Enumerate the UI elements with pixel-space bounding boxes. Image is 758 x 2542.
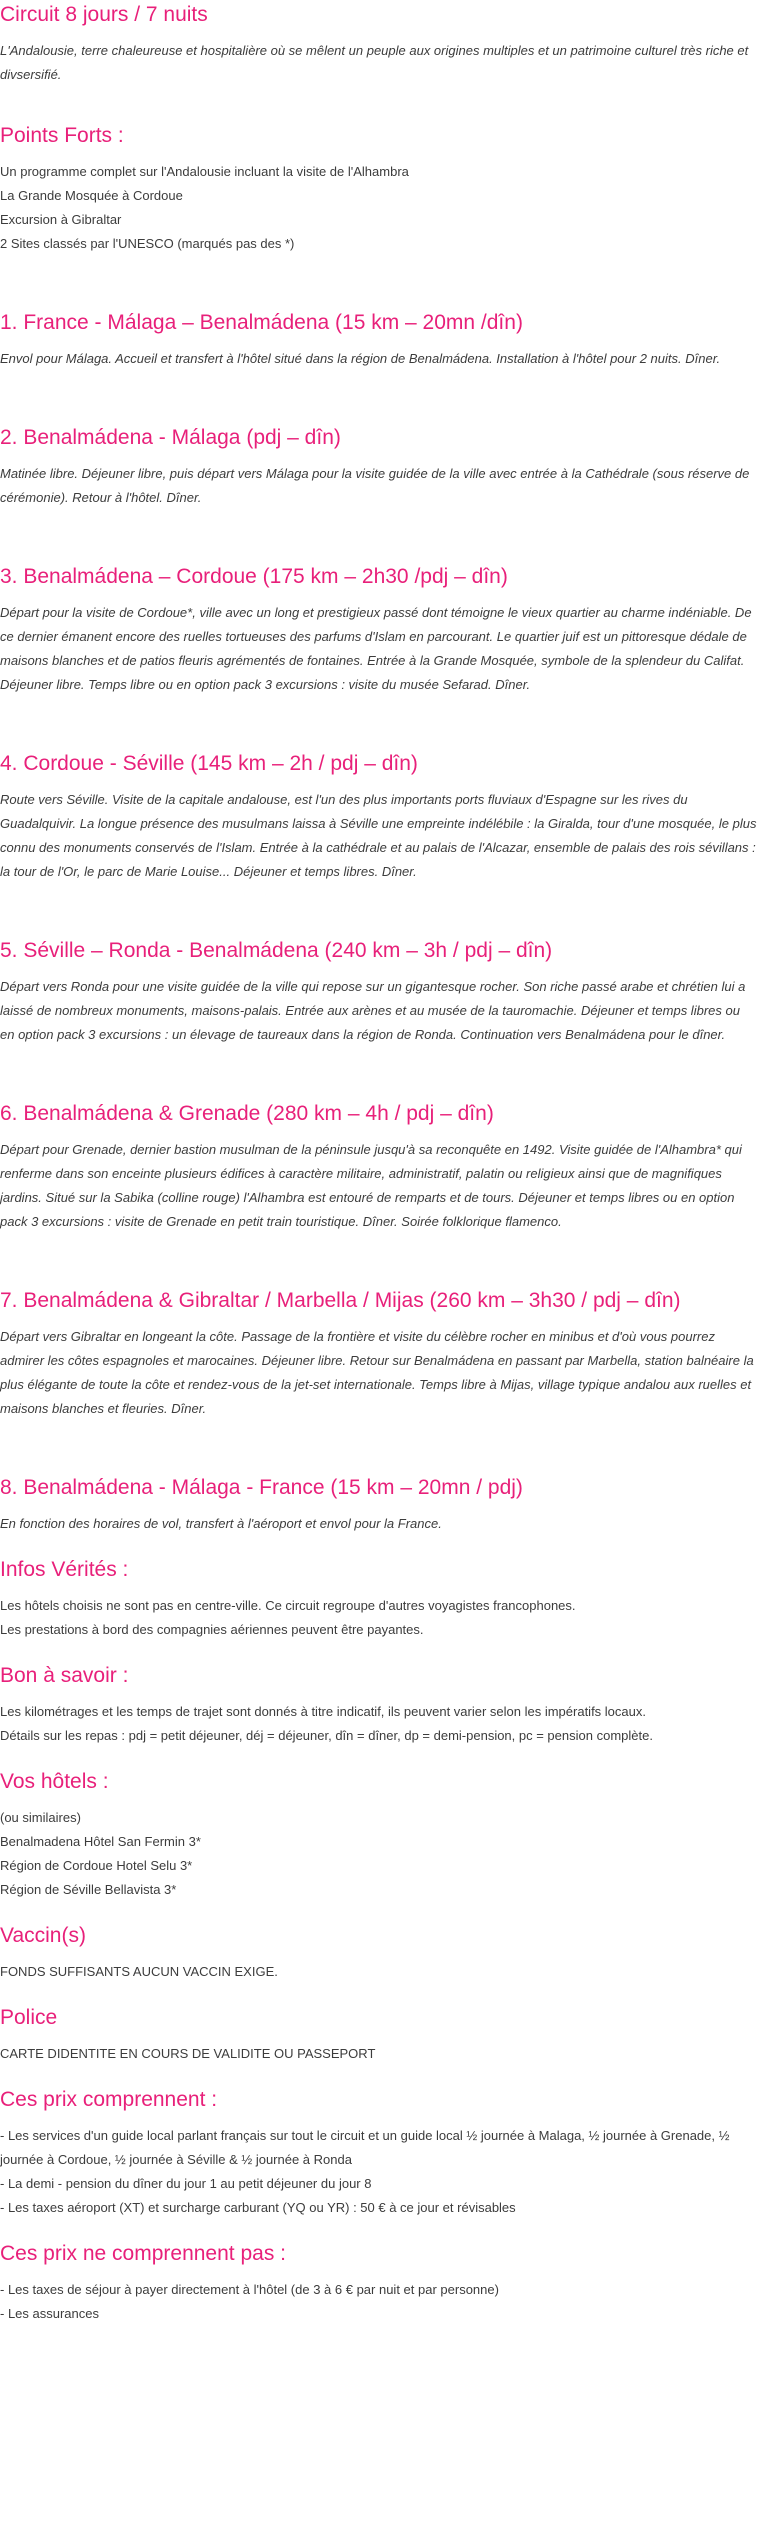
hotels-line: (ou similaires) xyxy=(0,1810,81,1825)
day-8-title: 8. Benalmádena - Málaga - France (15 km – 20mn / pdj) xyxy=(0,1476,523,1499)
day-2-title: 2. Benalmádena - Málaga (pdj – dîn) xyxy=(0,426,341,449)
day-4-text: Route vers Séville. Visite de la capitale andalouse, est l'un des plus importants ports fluviaux d'Espagne sur les rives du Guadalquivir. La longue présence des musulmans laissa à Séville une empreinte indélébile : la Giralda, tour d'une mosquée, le plus connu des monuments conservés de l'Islam. Entrée à la cathédrale et au palais de l'Alcazar, ensemble de palais des rois sévillans : la tour de l'Or, le parc de Marie Louise... Déjeuner et temps libres. Dîner. xyxy=(0,792,757,879)
day-3-title: 3. Benalmádena – Cordoue (175 km – 2h30 /pdj – dîn) xyxy=(0,565,508,588)
bon-a-savoir-heading: Bon à savoir : xyxy=(0,1664,129,1687)
comprennent-heading: Ces prix comprennent : xyxy=(0,2088,218,2111)
comprennent-block xyxy=(0,2124,758,2220)
ne-comprennent-line: - Les taxes de séjour à payer directement à l'hôtel (de 3 à 6 € par nuit et par personne) xyxy=(0,2282,499,2297)
hotels-line: Région de Séville Bellavista 3* xyxy=(0,1882,177,1897)
infos-verites-line: Les hôtels choisis ne sont pas en centre-ville. Ce circuit regroupe d'autres voyagistes francophones. xyxy=(0,1598,576,1613)
day-1-text: Envol pour Málaga. Accueil et transfert à l'hôtel situé dans la région de Benalmádena. Installation à l'hôtel pour 2 nuits. Dîner. xyxy=(0,351,721,366)
circuit-title: Circuit 8 jours / 7 nuits xyxy=(0,3,208,26)
day-1-title: 1. France - Málaga – Benalmádena (15 km – 20mn /dîn) xyxy=(0,311,523,334)
hotels-heading: Vos hôtels : xyxy=(0,1770,109,1793)
points-forts-item: 2 Sites classés par l'UNESCO (marqués pas des *) xyxy=(0,236,295,251)
vaccins-heading: Vaccin(s) xyxy=(0,1924,86,1947)
bon-a-savoir-line: Détails sur les repas : pdj = petit déjeuner, déj = déjeuner, dîn = dîner, dp = demi-pension, pc = pension complète. xyxy=(0,1728,653,1743)
ne-comprennent-block xyxy=(0,2278,758,2326)
hotels-line: Benalmadena Hôtel San Fermin 3* xyxy=(0,1834,201,1849)
day-8-text: En fonction des horaires de vol, transfert à l'aéroport et envol pour la France. xyxy=(0,1516,442,1531)
day-6-title: 6. Benalmádena & Grenade (280 km – 4h / pdj – dîn) xyxy=(0,1102,494,1125)
day-2-text: Matinée libre. Déjeuner libre, puis départ vers Málaga pour la visite guidée de la ville avec entrée à la Cathédrale (sous réserve de cérémonie). Retour à l'hôtel. Dîner. xyxy=(0,466,750,505)
police-text: CARTE DIDENTITE EN COURS DE VALIDITE OU PASSEPORT xyxy=(0,2046,376,2061)
comprennent-line: - Les services d'un guide local parlant français sur tout le circuit et un guide local ½ journée à Malaga, ½ journée à Grenade, ½ journée à Cordoue, ½ journée à Séville & ½ journée à Ronda xyxy=(0,2128,730,2167)
hotels-line: Région de Cordoue Hotel Selu 3* xyxy=(0,1858,193,1873)
ne-comprennent-heading: Ces prix ne comprennent pas : xyxy=(0,2242,286,2265)
police-heading: Police xyxy=(0,2006,58,2029)
day-3-text: Départ pour la visite de Cordoue*, ville avec un long et prestigieux passé dont témoigne le vieux quartier au charme indéniable. De ce dernier émanent encore des ruelles tortueuses des parfums d'Islam en parcourant. Le quartier juif est un pittoresque dédale de maisons blanches et de patios fleuris agrémentés de fontaines. Entrée à la Grande Mosquée, symbole de la splendeur du Califat. Déjeuner libre. Temps libre ou en option pack 3 excursions : visite du musée Sefarad. Dîner. xyxy=(0,605,752,692)
day-4-title: 4. Cordoue - Séville (145 km – 2h / pdj – dîn) xyxy=(0,752,418,775)
circuit-intro: L'Andalousie, terre chaleureuse et hospitalière où se mêlent un peuple aux origines multiples et un patrimoine culturel très riche et divsersifié. xyxy=(0,43,749,82)
comprennent-line: - La demi - pension du dîner du jour 1 au petit déjeuner du jour 8 xyxy=(0,2176,372,2191)
comprennent-line: - Les taxes aéroport (XT) et surcharge carburant (YQ ou YR) : 50 € à ce jour et révisables xyxy=(0,2200,516,2215)
points-forts-item: Excursion à Gibraltar xyxy=(0,212,122,227)
points-forts-item: La Grande Mosquée à Cordoue xyxy=(0,188,183,203)
vaccins-text: FONDS SUFFISANTS AUCUN VACCIN EXIGE. xyxy=(0,1964,278,1979)
infos-verites-heading: Infos Vérités : xyxy=(0,1558,129,1581)
day-7-title: 7. Benalmádena & Gibraltar / Marbella / Mijas (260 km – 3h30 / pdj – dîn) xyxy=(0,1289,681,1312)
hotels-block xyxy=(0,1806,758,1902)
infos-verites-line: Les prestations à bord des compagnies aériennes peuvent être payantes. xyxy=(0,1622,424,1637)
day-5-text: Départ vers Ronda pour une visite guidée de la ville qui repose sur un gigantesque rocher. Son riche passé arabe et chrétien lui a laissé de nombreux monuments, maisons-palais. Entrée aux arènes et au musée de la tauromachie. Déjeuner et temps libres ou en option pack 3 excursions : un élevage de taureaux dans la région de Ronda. Continuation vers Benalmádena pour le dîner. xyxy=(0,979,746,1042)
points-forts-list xyxy=(0,160,758,256)
day-6-text: Départ pour Grenade, dernier bastion musulman de la péninsule jusqu'à sa reconquête en 1492. Visite guidée de l'Alhambra* qui renferme dans son enceinte plusieurs édifices à caractère militaire, administratif, palatin ou religieux ainsi que de magnifiques jardins. Situé sur la Sabika (colline rouge) l'Alhambra est entouré de remparts et de tours. Déjeuner et temps libres ou en option pack 3 excursions : visite de Grenade en petit train touristique. Dîner. Soirée folklorique flamenco. xyxy=(0,1142,742,1229)
bon-a-savoir-block xyxy=(0,1700,758,1748)
day-5-title: 5. Séville – Ronda - Benalmádena (240 km – 3h / pdj – dîn) xyxy=(0,939,553,962)
bon-a-savoir-line: Les kilométrages et les temps de trajet sont donnés à titre indicatif, ils peuvent varier selon les impératifs locaux. xyxy=(0,1704,646,1719)
points-forts-heading: Points Forts : xyxy=(0,124,124,147)
ne-comprennent-line: - Les assurances xyxy=(0,2306,99,2321)
day-7-text: Départ vers Gibraltar en longeant la côte. Passage de la frontière et visite du célèbre rocher en minibus et d'où vous pourrez admirer les côtes espagnoles et marocaines. Déjeuner libre. Retour sur Benalmádena en passant par Marbella, station balnéaire la plus élégante de toute la côte et rendez-vous de la jet-set internationale. Temps libre à Mijas, village typique andalou aux ruelles et maisons blanches et fleuries. Dîner. xyxy=(0,1329,754,1416)
points-forts-item: Un programme complet sur l'Andalousie incluant la visite de l'Alhambra xyxy=(0,164,409,179)
infos-verites-block xyxy=(0,1594,758,1642)
